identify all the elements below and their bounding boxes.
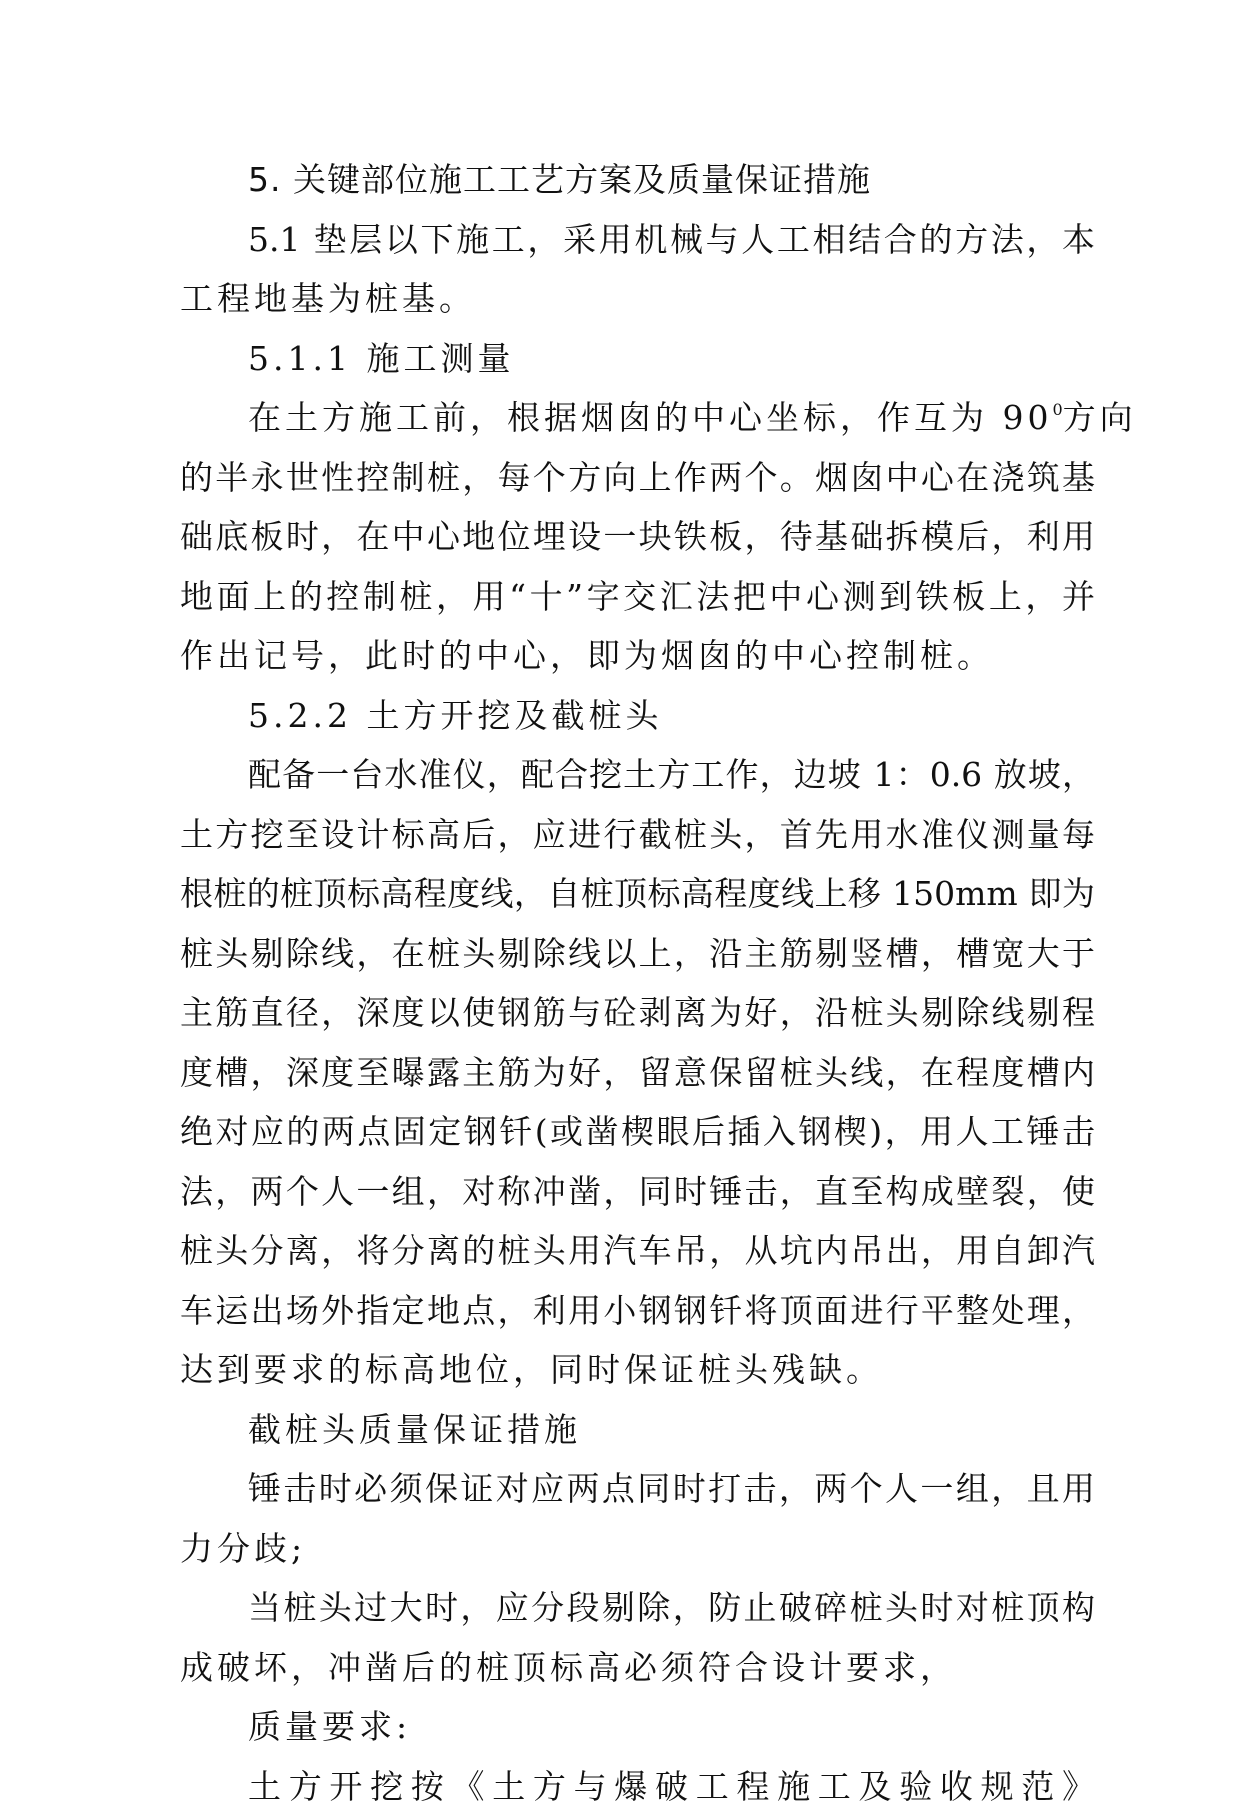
section-title: 5. 关键部位施工工艺方案及质量保证措施 (180, 150, 1095, 210)
paragraph-line: 度槽，深度至曝露主筋为好，留意保留桩头线，在程度槽内 (180, 1043, 1095, 1103)
paragraph-line: 根桩的桩顶标高程度线，自桩顶标高程度线上移 150mm 即为 (180, 864, 1095, 924)
document-body (180, 150, 1095, 1816)
paragraph-line: 力分歧; (180, 1519, 1095, 1579)
degree-superscript: 0 (1052, 400, 1062, 419)
paragraph-line: 土方开挖按《土方与爆破工程施工及验收规范》 (180, 1757, 1095, 1816)
subsection-heading: 质量要求: (180, 1697, 1095, 1757)
paragraph-line: 工程地基为桩基。 (180, 269, 1095, 329)
paragraph-line: 当桩头过大时，应分段剔除，防止破碎桩头时对桩顶构 (180, 1578, 1095, 1638)
paragraph-line: 达到要求的标高地位，同时保证桩头残缺。 (180, 1340, 1095, 1400)
paragraph-line: 主筋直径，深度以使钢筋与砼剥离为好，沿桩头剔除线剔程 (180, 983, 1095, 1043)
paragraph-line: 法，两个人一组，对称冲凿，同时锤击，直至构成壁裂，使 (180, 1162, 1095, 1222)
paragraph-text: 方向 (1063, 398, 1137, 437)
paragraph-line: 地面上的控制桩，用“十”字交汇法把中心测到铁板上，并 (180, 567, 1095, 627)
paragraph-line: 桩头分离，将分离的桩头用汽车吊，从坑内吊出，用自卸汽 (180, 1221, 1095, 1281)
paragraph-line: 车运出场外指定地点，利用小钢钢钎将顶面进行平整处理， (180, 1281, 1095, 1341)
paragraph-line: 的半永世性控制桩，每个方向上作两个。烟囱中心在浇筑基 (180, 448, 1095, 508)
paragraph-line: 配备一台水准仪，配合挖土方工作，边坡 1：0.6 放坡， (180, 745, 1095, 805)
subsection-heading: 5.2.2 土方开挖及截桩头 (180, 686, 1095, 746)
subsection-heading: 截桩头质量保证措施 (180, 1400, 1095, 1460)
paragraph-text: 在土方施工前，根据烟囱的中心坐标，作互为 90 (248, 398, 1052, 437)
paragraph-line (180, 388, 1095, 448)
paragraph-line: 锤击时必须保证对应两点同时打击，两个人一组，且用 (180, 1459, 1095, 1519)
paragraph-line: 桩头剔除线，在桩头剔除线以上，沿主筋剔竖槽，槽宽大于 (180, 924, 1095, 984)
paragraph-line: 础底板时，在中心地位埋设一块铁板，待基础拆模后，利用 (180, 507, 1095, 567)
paragraph-line: 成破坏，冲凿后的桩顶标高必须符合设计要求， (180, 1638, 1095, 1698)
paragraph-line: 5.1 垫层以下施工，采用机械与人工相结合的方法，本 (180, 210, 1095, 270)
paragraph-line: 作出记号，此时的中心，即为烟囱的中心控制桩。 (180, 626, 1095, 686)
subsection-heading: 5.1.1 施工测量 (180, 329, 1095, 389)
paragraph-line: 土方挖至设计标高后，应进行截桩头，首先用水准仪测量每 (180, 805, 1095, 865)
paragraph-line: 绝对应的两点固定钢钎(或凿楔眼后插入钢楔)，用人工锤击 (180, 1102, 1095, 1162)
